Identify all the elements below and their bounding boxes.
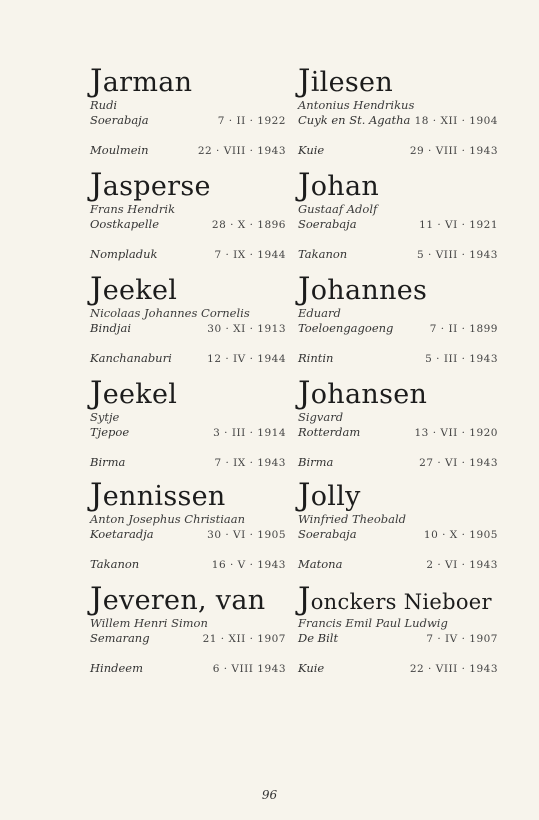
entry-left-3 (90, 271, 286, 367)
given-names: Rudi (90, 98, 118, 112)
death-date: 5 · III · 1943 (425, 353, 498, 365)
given-names: Frans Hendrik (90, 202, 176, 216)
given-names: Winfried Theobald (298, 512, 407, 526)
surname: Johannes (298, 271, 428, 307)
death-date: 6 · VIII 1943 (212, 663, 286, 675)
surname: Jolly (298, 477, 361, 513)
given-names: Eduard (298, 306, 341, 320)
death-place: Kuie (298, 143, 325, 157)
birth-row (90, 631, 286, 647)
given-names: Francis Emil Paul Ludwig (298, 616, 448, 630)
death-date: 12 · IV · 1944 (207, 353, 286, 365)
entry-left-2 (90, 167, 286, 263)
entry-right-2 (298, 167, 498, 263)
surname: Johan (298, 167, 380, 203)
entry-right-5 (298, 477, 498, 573)
birth-place: Bindjai (90, 321, 131, 335)
death-date: 5 · VIII · 1943 (417, 249, 498, 261)
birth-date: 13 · VII · 1920 (414, 427, 498, 439)
birth-date: 30 · VI · 1905 (207, 529, 286, 541)
death-row (90, 143, 286, 159)
death-row (90, 455, 286, 471)
entry-left-1 (90, 63, 286, 159)
death-row (90, 351, 286, 367)
death-date: 16 · V · 1943 (211, 559, 286, 571)
birth-row (298, 321, 498, 337)
birth-row (90, 425, 286, 441)
birth-date: 7 · II · 1899 (429, 323, 498, 335)
birth-row (90, 113, 286, 129)
given-names: Antonius Hendrikus (298, 98, 415, 112)
surname: Jeekel (90, 375, 178, 411)
birth-row (90, 527, 286, 543)
death-place: Kanchanaburi (90, 351, 172, 365)
death-row (298, 351, 498, 367)
birth-date: 11 · VI · 1921 (419, 219, 498, 231)
birth-place: Koetaradja (90, 527, 154, 541)
surname: Jasperse (90, 167, 211, 203)
birth-row (90, 321, 286, 337)
entry-right-3 (298, 271, 498, 367)
surname: Johansen (298, 375, 428, 411)
death-place: Rintin (298, 351, 334, 365)
death-row (90, 661, 286, 677)
birth-date: 21 · XII · 1907 (202, 633, 286, 645)
birth-date: 7 · II · 1922 (217, 115, 286, 127)
death-date: 7 · IX · 1943 (214, 457, 286, 469)
death-row (298, 247, 498, 263)
birth-place: Semarang (90, 631, 150, 645)
given-names: Nicolaas Johannes Cornelis (90, 306, 250, 320)
given-names: Willem Henri Simon (90, 616, 208, 630)
entry-left-5 (90, 477, 286, 573)
surname: Jeveren, van (90, 581, 266, 617)
birth-date: 18 · XII · 1904 (414, 115, 498, 127)
birth-place: De Bilt (298, 631, 339, 645)
birth-place: Soerabaja (298, 217, 357, 231)
death-place: Nompladuk (90, 247, 158, 261)
birth-row (298, 217, 498, 233)
birth-date: 30 · XI · 1913 (207, 323, 286, 335)
birth-row (298, 425, 498, 441)
birth-date: 10 · X · 1905 (423, 529, 498, 541)
birth-row (90, 217, 286, 233)
death-place: Kuie (298, 661, 325, 675)
birth-date: 28 · X · 1896 (211, 219, 286, 231)
entry-right-1 (298, 63, 498, 159)
entry-left-6 (90, 581, 286, 677)
birth-place: Soerabaja (90, 113, 149, 127)
death-date: 2 · VI · 1943 (426, 559, 498, 571)
birth-row (298, 113, 498, 129)
entry-right-6 (298, 581, 498, 677)
given-names: Sytje (90, 410, 120, 424)
death-place: Takanon (298, 247, 348, 261)
surname: Jennissen (90, 477, 226, 513)
entry-left-4 (90, 375, 286, 471)
birth-place: Soerabaja (298, 527, 357, 541)
birth-row (298, 527, 498, 543)
birth-place: Tjepoe (90, 425, 130, 439)
death-date: 27 · VI · 1943 (419, 457, 498, 469)
birth-date: 3 · III · 1914 (213, 427, 286, 439)
surname: Jilesen (298, 63, 394, 99)
death-place: Hindeem (90, 661, 143, 675)
death-date: 29 · VIII · 1943 (409, 145, 498, 157)
given-names: Anton Josephus Christiaan (90, 512, 245, 526)
surname: Jeekel (90, 271, 178, 307)
death-row (298, 661, 498, 677)
death-row (298, 143, 498, 159)
death-place: Moulmein (90, 143, 149, 157)
death-date: 7 · IX · 1944 (214, 249, 286, 261)
death-row (90, 247, 286, 263)
birth-place: Cuyk en St. Agatha (298, 113, 411, 127)
birth-place: Oostkapelle (90, 217, 160, 231)
surname: Jarman (90, 63, 193, 99)
surname: Jonckers Nieboer (298, 581, 492, 617)
birth-date: 7 · IV · 1907 (426, 633, 498, 645)
given-names: Gustaaf Adolf (298, 202, 378, 216)
death-place: Matona (298, 557, 343, 571)
birth-place: Toeloengagoeng (298, 321, 394, 335)
entry-right-4 (298, 375, 498, 471)
death-place: Takanon (90, 557, 140, 571)
birth-row (298, 631, 498, 647)
birth-place: Rotterdam (298, 425, 361, 439)
death-row (298, 455, 498, 471)
given-names: Sigvard (298, 410, 344, 424)
page-number: 96 (261, 788, 278, 802)
death-row (90, 557, 286, 573)
death-place: Birma (90, 455, 126, 469)
death-date: 22 · VIII · 1943 (409, 663, 498, 675)
death-place: Birma (298, 455, 334, 469)
death-date: 22 · VIII · 1943 (197, 145, 286, 157)
death-row (298, 557, 498, 573)
